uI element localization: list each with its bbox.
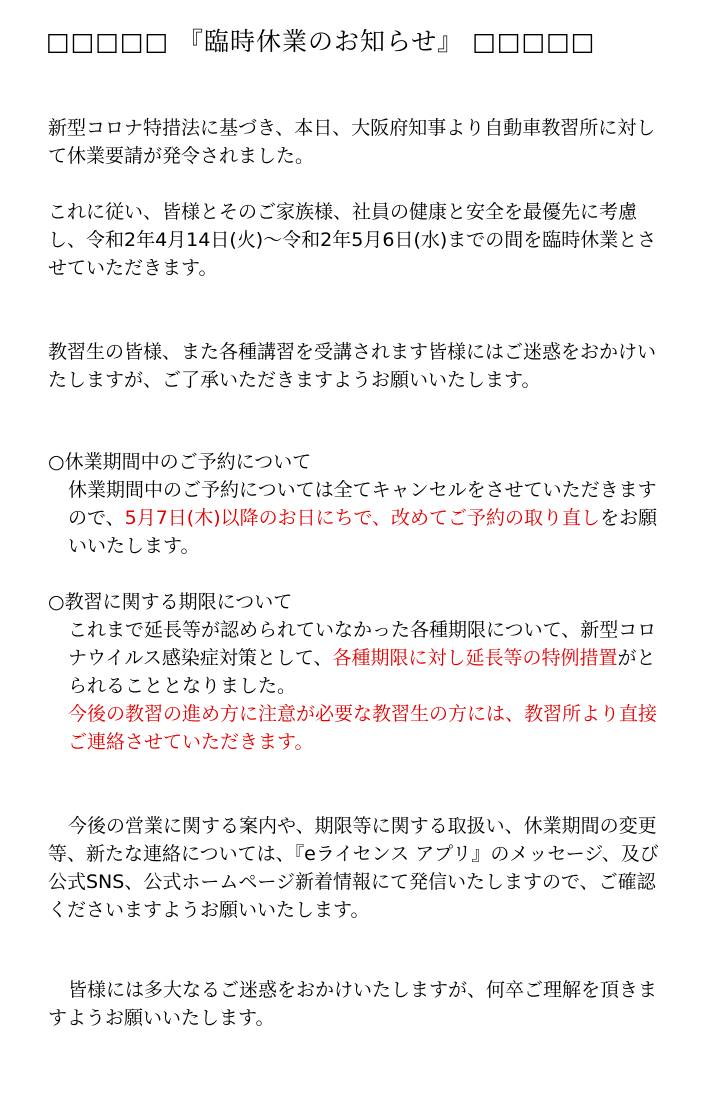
deadlines-highlight-1: 各種期限に対し延長等の特例措置 [332,647,618,669]
deadlines-text-1: これまで延長等が認められていなかった各種期限について、新型コロナウイルス感染症対策として、 [68,619,657,669]
updates-paragraph: 今後の営業に関する案内や、期限等に関する取扱い、休業期間の変更等、新たな連絡については、『eライセンス アプリ』のメッセージ、及び公式SNS、公式ホームページ新着情報にて発信いたしますので、ご確認くださいますようお願いいたします。 [48,815,659,921]
closing-paragraph: 皆様には多大なるご迷惑をおかけいたしますが、何卒ご理解を頂きますようお願いいたします。 [48,979,658,1029]
deadlines-body [48,616,668,756]
closure-period-paragraph: これに従い、皆様とそのご家族様、社員の健康と安全を最優先に考慮し、令和2年4月14日(火)〜令和2年5月6日(水)までの間を臨時休業とさせていただきます。 [48,201,657,279]
reservations-text-1: 休業期間中のご予約については全てキャンセルをさせていただきますので、 [68,479,657,529]
deadlines-text-2: がとられることとなりました。 [68,647,656,697]
notice-title: □□□□□ 『臨時休業のお知らせ』 □□□□□ [46,27,596,56]
reservations-text-2: をお願いいたします。 [68,507,658,557]
deadlines-heading: ○教習に関する期限について [48,591,293,613]
apology-paragraph: 教習生の皆様、また各種講習を受講されます皆様にはご迷惑をおかけいたしますが、ご了承いただきますようお願いいたします。 [48,341,657,391]
deadlines-highlight-2: 今後の教習の進め方に注意が必要な教習生の方には、教習所より直接ご連絡させていただきます。 [68,703,658,753]
reservations-body [48,476,668,560]
intro-paragraph: 新型コロナ特措法に基づき、本日、大阪府知事より自動車教習所に対して休業要請が発令されました。 [48,117,656,167]
reservations-heading: ○休業期間中のご予約について [48,451,312,473]
reservations-highlight: 5月7日(木)以降のお日にちで、改めてご予約の取り直し [124,507,601,529]
